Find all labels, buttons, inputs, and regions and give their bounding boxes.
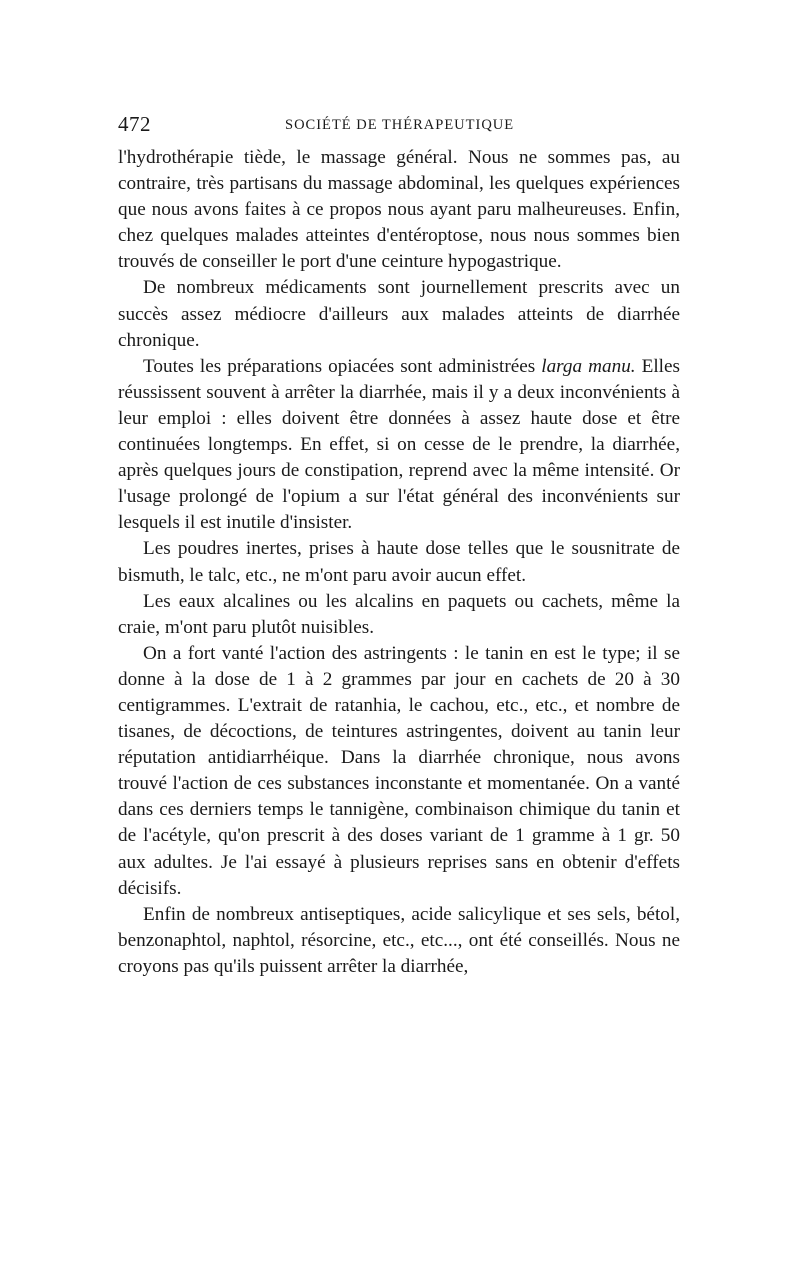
paragraph-antiseptiques: Enfin de nombreux antiseptiques, acide salicylique et ses sels, bétol, benzonaphtol, naphtol, résorcine, etc., etc..., ont été conseillés. Nous ne croyons pas qu'ils puissent arrêter la diarrhée, (118, 903, 680, 977)
body-text (118, 145, 680, 980)
running-header (118, 112, 680, 140)
paragraph-opiacees (118, 354, 680, 537)
running-title: SOCIÉTÉ DE THÉRAPEUTIQUE (285, 117, 515, 133)
paragraph-continuation: l'hydrothérapie tiède, le massage général. Nous ne sommes pas, au contraire, très partisans du massage abdominal, les quelques expériences que nous avons faites à ce propos nous ayant paru malheureuses. Enfin, chez quelques malades atteintes d'entéroptose, nous nous sommes bien trouvés de conseiller le port d'une ceinture hypogastrique. (118, 147, 680, 273)
paragraph-eaux-alcalines: Les eaux alcalines ou les alcalins en paquets ou cachets, même la craie, m'ont paru plutôt nuisibles. (118, 590, 680, 638)
paragraph-astringents: On a fort vanté l'action des astringents : le tanin en est le type; il se donne à la dose de 1 à 2 grammes par jour en cachets de 20 à 30 centigrammes. L'extrait de ratanhia, le cachou, etc., etc., et nombre de tisanes, de décoctions, de teintures astringentes, doivent au tanin leur réputation antidiarrhéique. Dans la diarrhée chronique, nous avons trouvé l'action de ces substances inconstante et momentanée. On a vanté dans ces derniers temps le tannigène, combinaison chimique du tanin et de l'acétyle, qu'on prescrit à des doses variant de 1 gramme à 1 gr. 50 aux adultes. Je l'ai essayé à plusieurs reprises sans en obtenir d'effets décisifs. (118, 642, 680, 899)
paragraph-poudres: Les poudres inertes, prises à haute dose telles que le sousnitrate de bismuth, le talc, etc., ne m'ont paru avoir aucun effet. (118, 538, 680, 586)
latin-phrase: larga manu. (541, 355, 636, 377)
paragraph-opiacees-start: Toutes les préparations opiacées sont administrées (143, 355, 542, 377)
paragraph-opiacees-rest: Elles réussissent souvent à arrêter la diarrhée, mais il y a deux inconvénients à leur emploi : elles doivent être données à assez haute dose et être continuées longtemps. En effet, si on cesse de le prendre, la diarrhée, après quelques jours de constipation, reprend avec la même intensité. Or l'usage prolongé de l'opium a sur l'état général des inconvénients sur lesquels il est inutile d'insister. (118, 355, 680, 534)
paragraph-medicaments: De nombreux médicaments sont journellement prescrits avec un succès assez médiocre d'ailleurs aux malades atteints de diarrhée chronique. (118, 277, 680, 351)
page-number: 472 (118, 112, 151, 136)
